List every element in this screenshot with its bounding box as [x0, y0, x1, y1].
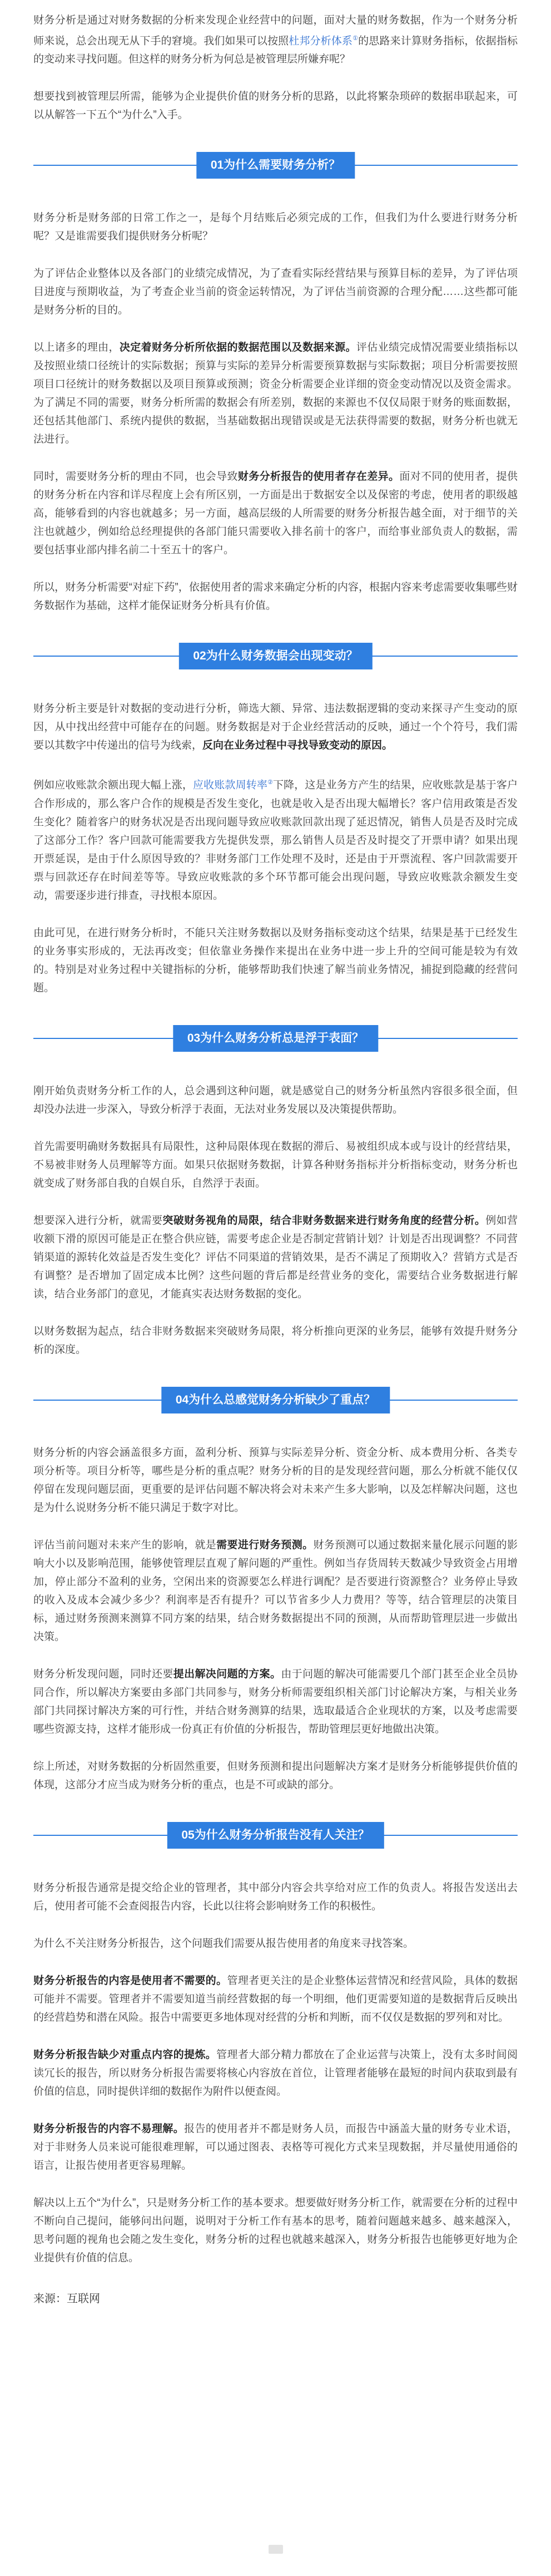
section-3-p4: 以财务数据为起点，结合非财务数据来突破财务局限，将分析推向更深的业务层，能够有效提升财务分析的深度。 [33, 1325, 518, 1356]
section-3-title: 03为什么财务分析总是浮于表面？ [173, 1025, 378, 1052]
source-label: 来源： [33, 2292, 67, 2305]
section-4-p3: 财务分析发现问题，同时还要提出解决问题的方案。由于问题的解决可能需要几个部门甚至企业全员协同合作，所以解决方案要由多部门共同参与，财务分析师需要组织相关部门讨论解决方案，与相关业务部门共同探讨解决方案的可行性，并结合财务测算的结果，选取最适合企业现状的方案，以及考虑需要哪些资源支持，这样才能形成一份真正有价值的分析报告，帮助管理层更好地做出决策。 [33, 1668, 518, 1735]
image-placeholder-icon [269, 2545, 283, 2554]
section-5-p2: 为什么不关注财务分析报告，这个问题我们需要从报告使用者的角度来寻找答案。 [33, 1937, 414, 1949]
section-3-p2: 首先需要明确财务数据具有局限性，这种局限体现在数据的滞后、易被组织成本或与设计的经营结果，不易被非财务人员理解等方面。如果只依据财务数据，计算各种财务指标并分析指标变动，财务分析也就变成了财务部自我的自娱自乐，自然浮于表面。 [33, 1140, 518, 1189]
section-5-p6: 解决以上五个“为什么”，只是财务分析工作的基本要求。想要做好财务分析工作，就需要在分析的过程中不断向自己提问，能够问出问题，说明对于分析工作有基本的思考，随着问题越来越多、越来越深入，思考问题的视角也会随之发生变化，财务分析的过程也就越来越深入，财务分析报告也能够更好地为企业提供有价值的信息。 [33, 2196, 518, 2264]
section-4-header [33, 1387, 518, 1413]
intro-paragraph-2: 想要找到被管理层所需，能够为企业提供价值的财务分析的思路，以此将繁杂琐碎的数据串联起来，可以从解答一下五个“为什么”入手。 [33, 91, 518, 121]
source-value: 互联网 [67, 2292, 100, 2305]
section-2-header [33, 643, 518, 669]
section-3-p3: 想要深入进行分析，就需要突破财务视角的局限，结合非财务数据来进行财务角度的经营分析。例如营收额下滑的原因可能是正在整合供应链，需要考虑企业是否制定营销计划？计划是否出现调整？不同营销渠道的源转化效益是否发生变化？评估不同渠道的营销效果，是否不满足了预期收入？营销方式是否有调整？是否增加了固定成本比例？这些问题的背后都是经营业务的变化，需要结合业务数据进行解读，结合业务部门的意见，才能真实表达财务数据的变化。 [33, 1214, 518, 1300]
section-1-title: 01为什么需要财务分析？ [196, 152, 355, 179]
section-5-title: 05为什么财务分析报告没有人关注？ [167, 1822, 384, 1849]
section-2-title: 02为什么财务数据会出现变动？ [178, 643, 372, 669]
section-1-p4: 同时，需要财务分析的理由不同，也会导致财务分析报告的使用者存在差异。面对不同的使用者，提供的财务分析在内容和详尽程度上会有所区别，一方面是出于数据安全以及保密的考虑，使用者的职级越高，能够看到的内容也就越多；另一方面，越高层级的人所需要的财务分析报告越全面，对于细节的关注也就越少，例如给总经理提供的各部门能只需要收入排名前十的客户，而给事业部负责人的数据，需要包括事业部内排名前二十至五十的客户。 [33, 471, 518, 556]
section-1-p5: 所以，财务分析需要“对症下药”，依据使用者的需求来确定分析的内容，根据内容来考虑需要收集哪些财务数据作为基础，这样才能保证财务分析具有价值。 [33, 582, 518, 612]
dupont-link[interactable]: 杜邦分析体系 [289, 35, 353, 47]
section-4-p4: 综上所述，对财务数据的分析固然重要，但财务预测和提出问题解决方案才是财务分析能够提供价值的体现，这部分才应当成为财务分析的重点，也是不可或缺的部分。 [33, 1760, 518, 1791]
section-2-p3: 由此可见，在进行财务分析时，不能只关注财务数据以及财务指标变动这个结果，结果是基于已经发生的业务事实形成的，无法再改变；但依靠业务操作来提出在业务中进一步上升的空间可能是较为有效的。特别是对业务过程中关键指标的分析，能够帮助我们快速了解当前业务情况，捕捉到隐藏的经营问题。 [33, 927, 518, 994]
footnote-1[interactable]: ① [353, 35, 359, 42]
section-4-p1: 财务分析的内容会涵盖很多方面，盈利分析、预算与实际差异分析、资金分析、成本费用分析、各类专项分析等。项目分析等，哪些是分析的重点呢？财务分析的目的是发现经营问题，那么分析就不能仅仅停留在发现问题层面，更重要的是评估问题不解决将会对未来产生多大影响，以及怎样解决问题，这也是为什么说财务分析不能只满足于数字对比。 [33, 1446, 518, 1514]
intro-paragraph-1: 财务分析是通过对财务数据的分析来发现企业经营中的问题，面对大量的财务数据，作为一个财务分析师来说，总会出现无从下手的窘境。我们如果可以按照杜邦分析体系①的思路来计算财务指标，依据指标的变动来寻找问题。但这样的财务分析为何总是被管理层所嫌弃呢？ [33, 14, 518, 66]
section-5-p3: 财务分析报告的内容是使用者不需要的。管理者更关注的是企业整体运营情况和经营风险，具体的数据可能并不需要。管理者并不需要知道当前经营数据的每一个明细，他们更需要知道的是数据背后反映出的经营趋势和潜在风险。报告中需要更多地体现对经营的分析和判断，而不仅仅是数据的罗列和对比。 [33, 1974, 518, 2023]
section-1-p3: 以上诸多的理由，决定着财务分析所依据的数据范围以及数据来源。评估业绩完成情况需要业绩指标以及按照业绩口径统计的实际数据；预算与实际的差异分析需要预算数据与实际数据；项目分析需要按照项目口径统计的财务数据以及项目预算或预测；资金分析需要企业详细的资金变动情况以及资金需求。为了满足不同的需要，财务分析所需的数据会有所差别，数据的来源也不仅仅局限于财务的账面数据，还包括其他部门、系统内提供的数据，当基础数据出现错误或是无法获得需要的数据，财务分析也就无法进行。 [33, 342, 518, 446]
section-5-p1: 财务分析报告通常是提交给企业的管理者，其中部分内容会共享给对应工作的负责人。将报告发送出去后，使用者可能不会查阅报告内容，长此以往将会影响财务工作的积极性。 [33, 1881, 518, 1912]
section-4-title: 04为什么总感觉财务分析缺少了重点？ [161, 1387, 390, 1413]
section-5-p4: 财务分析报告缺少对重点内容的提炼。管理者大部分精力都放在了企业运营与决策上，没有太多时间阅读冗长的报告，所以财务分析报告需要将核心内容放在首位，让管理者能够在最短的时间内获取到最有价值的信息，同时提供详细的数据作为附件以便查阅。 [33, 2048, 518, 2097]
section-5-p5: 财务分析报告的内容不易理解。报告的使用者并不都是财务人员，而报告中涵盖大量的财务专业术语，对于非财务人员来说可能很难理解，可以通过图表、表格等可视化方式来呈现数据，并尽量使用通俗的语言，让报告使用者更容易理解。 [33, 2122, 518, 2171]
section-1-p1: 财务分析是财务部的日常工作之一，是每个月结账后必须完成的工作，但我们为什么要进行财务分析呢？又是谁需要我们提供财务分析呢？ [33, 212, 518, 243]
section-2-p2: 例如应收账款余额出现大幅上涨，应收账款周转率②下降，这是业务方产生的结果，应收账款是基于客户合作形成的，那么客户合作的规模是否发生变化，也就是收入是否出现大幅增长？客户信用政策是否发生变化？随着客户的财务状况是否出现问题导致应收账款回款出现了延迟情况，销售人员是否及时完成了这部分工作？客户回款可能需要我方先提供发票，那么销售人员是否及时提交了开票申请？如果出现开票延误，是由于什么原因导致的？非财务部门工作处理不及时，还是由于开票流程、客户回款需要开票与回款还存在时间差等等。导致应收账款的多个环节都可能会出现问题，导致应收账款余额发生变动，需要逐步进行排查，寻找根本原因。 [33, 779, 518, 902]
section-5-header [33, 1822, 518, 1849]
section-3-header [33, 1025, 518, 1052]
section-2-p1: 财务分析主要是针对数据的变动进行分析，筛选大额、异常、违法数据逻辑的变动来探寻产生变动的原因，从中找出经营中可能存在的问题。财务数据是对于企业经营活动的反映，通过一个个符号，我们需要以其数字中传递出的信号为线索，反向在业务过程中寻找导致变动的原因。 [33, 703, 518, 752]
receivable-turnover-link[interactable]: 应收账款周转率 [193, 779, 267, 791]
section-1-p2: 为了评估企业整体以及各部门的业绩完成情况，为了查看实际经营结果与预算目标的差异，为了评估项目进度与预期收益，为了考查企业当前的资金运转情况，为了评估当前资源的合理分配……这些都可能是财务分析的目的。 [33, 268, 518, 317]
section-4-p2: 评估当前问题对未来产生的影响，就是需要进行财务预测。财务预测可以通过数据来量化展示问题的影响大小以及影响范围，能够使管理层直观了解问题的严重性。例如当存货周转天数减少导致资金占用增加，停止部分不盈利的业务，空闲出来的资源要怎么样进行调配？是否要进行资源整合？业务停止导致的收入及成本会减少多少？利润率是否有提升？可以节省多少人力费用？等等，结合管理层的决策目标，通过财务预测来测算不同方案的结果，结合财务数据提出不同的预测，从而帮助管理层进一步做出决策。 [33, 1539, 518, 1643]
section-1-header [33, 152, 518, 179]
source-line [33, 2289, 518, 2306]
footnote-2[interactable]: ② [267, 779, 273, 786]
section-3-p1: 刚开始负责财务分析工作的人，总会遇到这种问题，就是感觉自己的财务分析虽然内容很多很全面，但却没办法进一步深入，导致分析浮于表面，无法对业务发展以及决策提供帮助。 [33, 1085, 518, 1115]
